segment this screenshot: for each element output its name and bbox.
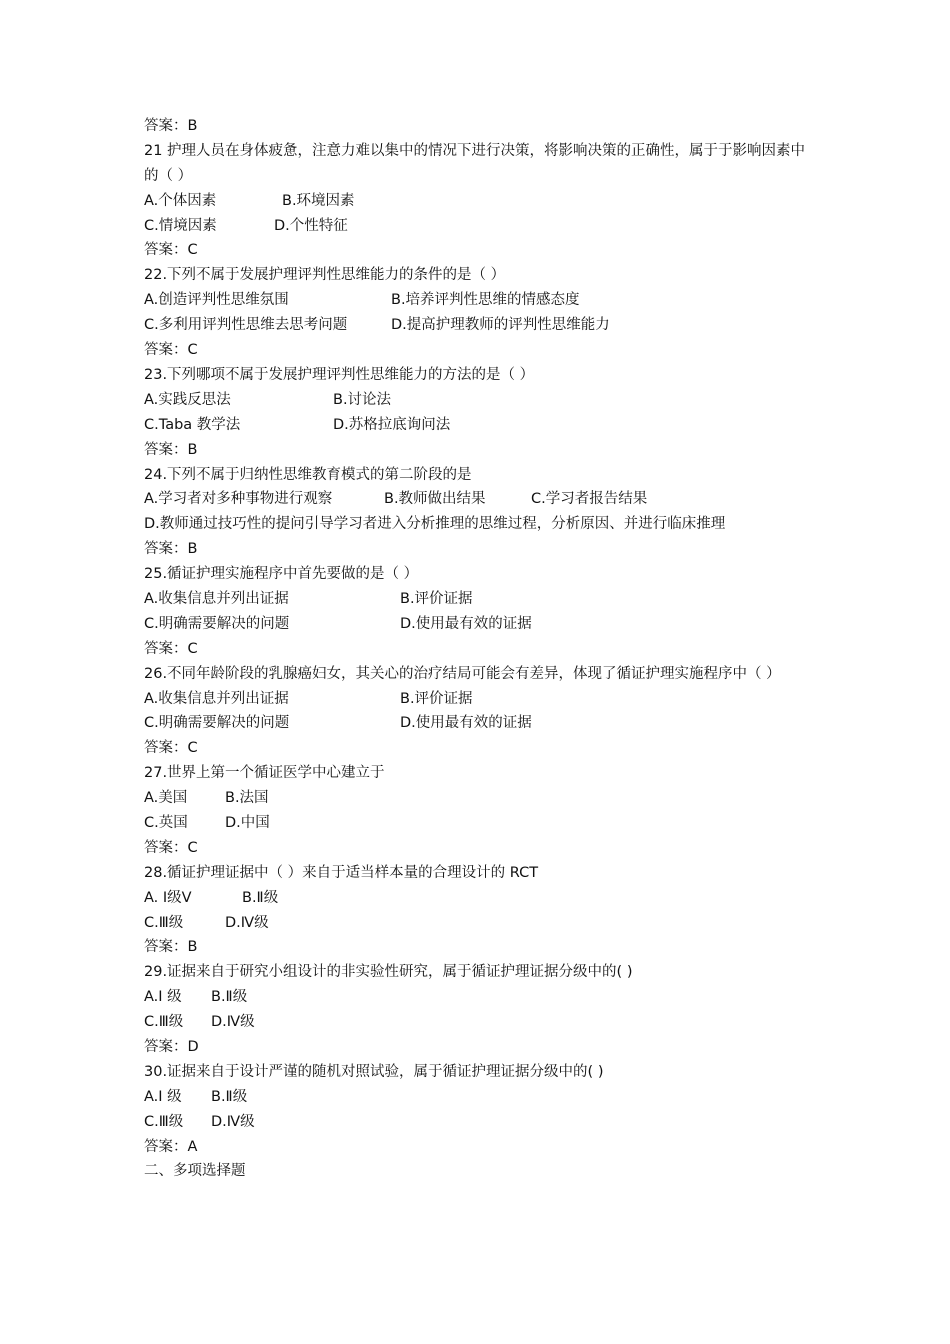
option-row [144, 687, 816, 712]
answer-line: 答案：B [144, 118, 198, 134]
option-text: C.Ⅲ级 [144, 1014, 184, 1031]
option-text: B.培养评判性思维的情感态度 [391, 292, 580, 309]
option-row [144, 388, 816, 413]
option-text: A.I 级 [144, 989, 182, 1006]
option-text: C.多利用评判性思维去思考问题 [144, 317, 348, 334]
section-heading: 二、多项选择题 [144, 1163, 246, 1180]
option-text: B.Ⅱ级 [242, 889, 279, 906]
option-text: A.实践反思法 [144, 391, 231, 408]
option-text: A.创造评判性思维氛围 [144, 292, 289, 309]
document-body [144, 114, 816, 1184]
answer-line: 答案：D [144, 1039, 199, 1055]
option-row [144, 1110, 816, 1135]
option-text: A. Ⅰ级Ⅴ [144, 889, 192, 906]
option-row [144, 711, 816, 736]
option-text: C.明确需要解决的问题 [144, 615, 290, 632]
answer-line: 答案：C [144, 342, 198, 359]
option-row [144, 313, 816, 338]
option-text: D.中国 [225, 814, 270, 831]
option-text: C.明确需要解决的问题 [144, 715, 290, 732]
question-text: 25.循证护理实施程序中首先要做的是（ ） [144, 566, 419, 583]
answer-line: 答案：B [144, 541, 198, 558]
option-text: A.收集信息并列出证据 [144, 690, 289, 707]
answer-line: 答案：C [144, 740, 198, 757]
question-text: 21 护理人员在身体疲惫，注意力难以集中的情况下进行决策，将影响决策的正确性，属于于影响因素中的（ ） [144, 142, 806, 184]
question-text: 27.世界上第一个循证医学中心建立于 [144, 765, 385, 782]
text-line: D.教师通过技巧性的提问引导学习者进入分析推理的思维过程，分析原因、并进行临床推理 [144, 516, 726, 533]
answer-line: 答案：C [144, 242, 198, 259]
option-row [144, 612, 816, 637]
answer-line: 答案：C [144, 839, 198, 856]
option-row [144, 786, 816, 811]
option-text: C.情境因素 [144, 217, 217, 234]
option-text: C.英国 [144, 814, 188, 831]
option-text: B.Ⅱ级 [211, 1088, 248, 1105]
option-text: A.收集信息并列出证据 [144, 590, 289, 607]
question-text: 23.下列哪项不属于发展护理评判性思维能力的方法的是（ ） [144, 366, 535, 383]
option-row [144, 413, 816, 438]
option-text: B.评价证据 [400, 690, 473, 707]
option-row [144, 487, 816, 512]
question-text: 22.下列不属于发展护理评判性思维能力的条件的是（ ） [144, 267, 506, 284]
option-text: C.学习者报告结果 [531, 491, 648, 508]
question-text: 24.下列不属于归纳性思维教育模式的第二阶段的是 [144, 466, 472, 483]
option-text: D.使用最有效的证据 [400, 615, 532, 632]
option-row [144, 189, 816, 214]
option-row [144, 288, 816, 313]
option-text: D.Ⅳ级 [225, 914, 269, 931]
question-text: 28.循证护理证据中（ ）来自于适当样本量的合理设计的 RCT [144, 864, 539, 881]
answer-line: 答案：B [144, 441, 198, 458]
option-text: D.苏格拉底询问法 [333, 416, 451, 433]
option-text: B.Ⅱ级 [211, 989, 248, 1006]
option-text: B.评价证据 [400, 590, 473, 607]
option-text: D.Ⅳ级 [211, 1014, 255, 1031]
answer-line: 答案：B [144, 939, 198, 956]
option-text: B.讨论法 [333, 391, 392, 408]
option-row [144, 911, 816, 936]
option-text: C.Taba 教学法 [144, 416, 241, 433]
option-row [144, 985, 816, 1010]
option-row [144, 1085, 816, 1110]
option-text: D.个性特征 [274, 217, 348, 234]
option-row [144, 1010, 816, 1035]
option-text: C.Ⅲ级 [144, 1113, 184, 1130]
option-text: A.个体因素 [144, 192, 217, 209]
option-text: B.环境因素 [282, 192, 355, 209]
option-row [144, 886, 816, 911]
option-row [144, 214, 816, 239]
option-text: C.Ⅲ级 [144, 914, 184, 931]
question-text: 30.证据来自于设计严谨的随机对照试验，属于循证护理证据分级中的( ) [144, 1063, 604, 1080]
option-text: A.美国 [144, 790, 188, 807]
option-row [144, 587, 816, 612]
option-text: D.使用最有效的证据 [400, 715, 532, 732]
option-row [144, 811, 816, 836]
option-text: B.教师做出结果 [384, 491, 486, 508]
option-text: D.提高护理教师的评判性思维能力 [391, 317, 610, 334]
question-text: 26.不同年龄阶段的乳腺癌妇女，其关心的治疗结局可能会有差异，体现了循证护理实施程序中（ ） [144, 665, 781, 682]
question-text: 29.证据来自于研究小组设计的非实验性研究，属于循证护理证据分级中的( ) [144, 964, 633, 981]
answer-line: 答案：C [144, 640, 198, 657]
option-text: D.Ⅳ级 [211, 1113, 255, 1130]
option-text: A.I 级 [144, 1088, 182, 1105]
answer-line: 答案：A [144, 1138, 198, 1155]
option-text: A.学习者对多种事物进行观察 [144, 491, 333, 508]
option-text: B.法国 [225, 790, 269, 807]
